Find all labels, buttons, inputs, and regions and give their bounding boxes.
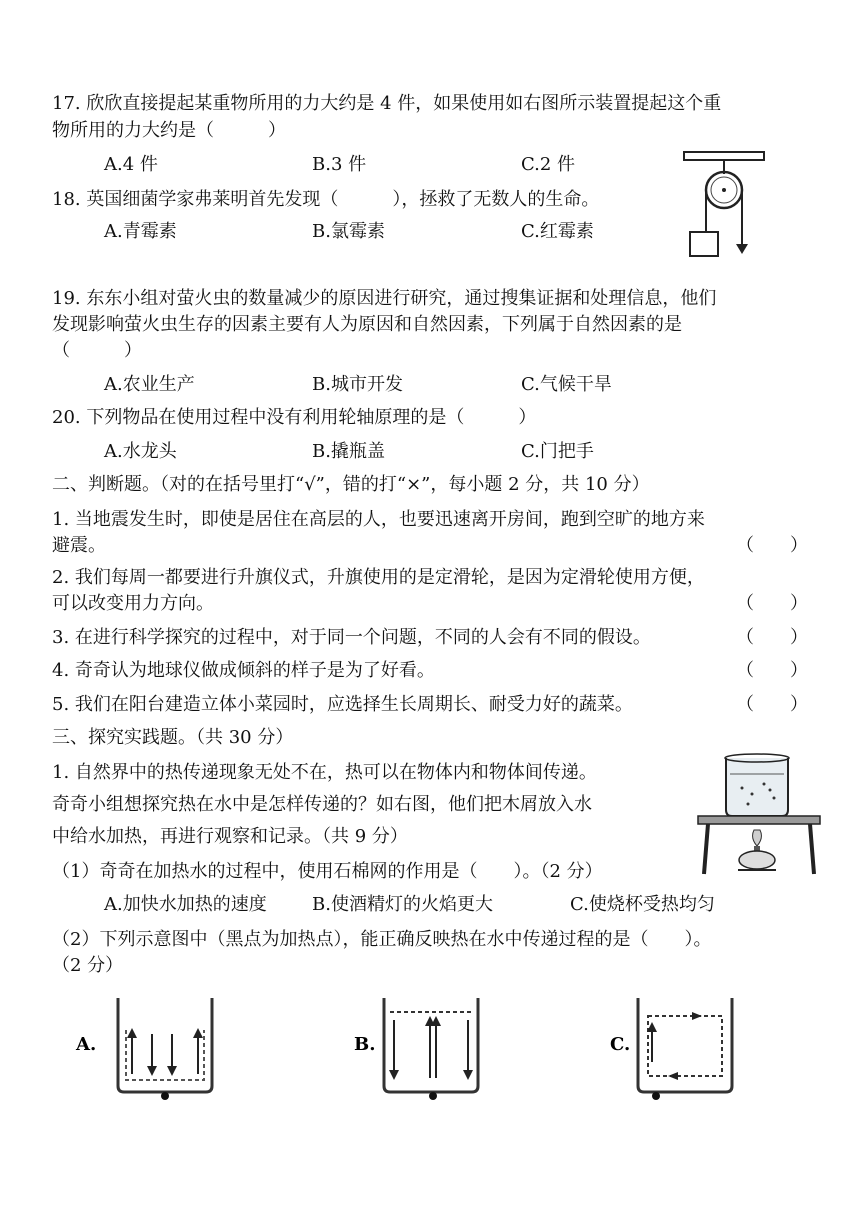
q17-line-2: 物所用的力大约是（ ） — [52, 120, 286, 141]
tf-item-2-line-1: 2. 我们每周一都要进行升旗仪式，升旗使用的是定滑轮，是因为定滑轮使用方便， — [52, 567, 705, 588]
s3-q1-line-1: 1. 自然界中的热传递现象无处不在，热可以在物体内和物体间传递。 — [52, 762, 597, 783]
beaker-heating-figure — [690, 752, 826, 878]
tf-item-5-answer-bracket[interactable]: （ ） — [736, 694, 808, 715]
q17-option-b: B.3 件 — [312, 154, 367, 175]
q19-option-a: A.农业生产 — [104, 374, 195, 395]
q18-option-b: B.氯霉素 — [312, 221, 385, 242]
s3-sub1-question: （1）奇奇在加热水的过程中，使用石棉网的作用是（ ）。（2 分） — [52, 861, 603, 882]
s3-q1-line-3: 中给水加热，再进行观察和记录。（共 9 分） — [52, 826, 408, 847]
s3-q1-line-2: 奇奇小组想探究热在水中是怎样传递的？如右图，他们把木屑放入水 — [52, 794, 592, 815]
tf-item-2-line-2: 可以改变用力方向。 — [52, 593, 214, 614]
tf-item-4-answer-bracket[interactable]: （ ） — [736, 660, 808, 681]
q18-option-c: C.红霉素 — [521, 221, 594, 242]
s3-sub1-option-b: B.使酒精灯的火焰更大 — [312, 894, 493, 915]
section-2-heading: 二、判断题。（对的在括号里打“√”，错的打“×”，每小题 2 分，共 10 分） — [52, 474, 650, 495]
tf-item-1-answer-bracket[interactable]: （ ） — [736, 535, 808, 556]
diagram-c-label: C. — [610, 1034, 631, 1055]
tf-item-3-answer-bracket[interactable]: （ ） — [736, 627, 808, 648]
q17-option-a: A.4 件 — [104, 154, 158, 175]
convection-diagram-a — [70, 990, 250, 1100]
tf-item-1-line-1: 1. 当地震发生时，即使是居住在高层的人，也要迅速离开房间，跑到空旷的地方来 — [52, 509, 705, 530]
pulley-figure — [680, 148, 768, 260]
tf-item-1-line-2: 避震。 — [52, 535, 106, 556]
q19-line-1: 19. 东东小组对萤火虫的数量减少的原因进行研究，通过搜集证据和处理信息，他们 — [52, 288, 717, 309]
q19-line-2: 发现影响萤火虫生存的因素主要有人为原因和自然因素，下列属于自然因素的是 — [52, 314, 682, 335]
convection-diagram-b — [350, 990, 500, 1100]
tf-item-5: 5. 我们在阳台建造立体小菜园时，应选择生长周期长、耐受力好的蔬菜。 — [52, 694, 633, 715]
diagram-b-label: B. — [354, 1034, 376, 1055]
s3-sub2-line-2: （2 分） — [52, 955, 124, 976]
q17-line-1: 17. 欣欣直接提起某重物所用的力大约是 4 件，如果使用如右图所示装置提起这个重 — [52, 93, 722, 114]
q18-option-a: A.青霉素 — [104, 221, 177, 242]
q20-line-1: 20. 下列物品在使用过程中没有利用轮轴原理的是（ ） — [52, 407, 537, 428]
tf-item-3: 3. 在进行科学探究的过程中，对于同一个问题，不同的人会有不同的假设。 — [52, 627, 651, 648]
q17-option-c: C.2 件 — [521, 154, 576, 175]
q20-option-a: A.水龙头 — [104, 441, 177, 462]
q20-option-c: C.门把手 — [521, 441, 594, 462]
s3-sub1-option-c: C.使烧杯受热均匀 — [570, 894, 715, 915]
q19-option-b: B.城市开发 — [312, 374, 403, 395]
s3-sub2-line-1: （2）下列示意图中（黑点为加热点），能正确反映热在水中传递过程的是（ ）。 — [52, 929, 712, 950]
q20-option-b: B.撬瓶盖 — [312, 441, 385, 462]
diagram-a-label: A. — [76, 1034, 97, 1055]
convection-diagram-c — [608, 990, 758, 1100]
s3-sub1-option-a: A.加快水加热的速度 — [104, 894, 267, 915]
tf-item-2-answer-bracket[interactable]: （ ） — [736, 593, 808, 614]
tf-item-4: 4. 奇奇认为地球仪做成倾斜的样子是为了好看。 — [52, 660, 435, 681]
q19-option-c: C.气候干旱 — [521, 374, 612, 395]
q19-line-3: （ ） — [52, 340, 142, 361]
section-3-heading: 三、探究实践题。（共 30 分） — [52, 727, 294, 748]
q18-line-1: 18. 英国细菌学家弗莱明首先发现（ ），拯救了无数人的生命。 — [52, 189, 600, 210]
